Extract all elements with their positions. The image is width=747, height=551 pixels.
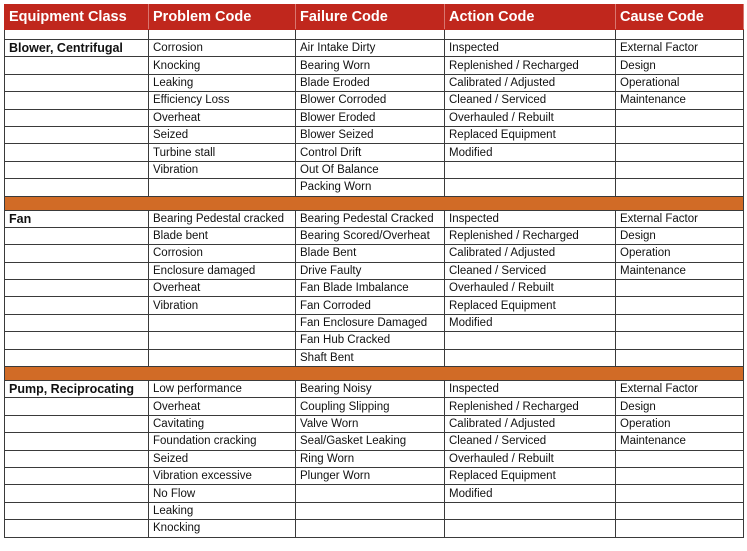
- failure-code-cell: Bearing Scored/Overheat: [296, 227, 445, 244]
- cause-code-cell: External Factor: [616, 210, 744, 227]
- action-code-cell: [445, 179, 616, 196]
- cause-code-cell: External Factor: [616, 381, 744, 398]
- action-code-cell: Replaced Equipment: [445, 126, 616, 143]
- cause-code-cell: Operation: [616, 415, 744, 432]
- problem-code-cell: Corrosion: [149, 245, 296, 262]
- spacer-cell: [149, 30, 296, 40]
- separator-bar: [5, 367, 744, 381]
- action-code-cell: Replenished / Recharged: [445, 227, 616, 244]
- problem-code-cell: [149, 349, 296, 366]
- action-code-cell: Modified: [445, 314, 616, 331]
- spacer-cell: [445, 30, 616, 40]
- failure-code-cell: Control Drift: [296, 144, 445, 161]
- cause-code-cell: [616, 332, 744, 349]
- cause-code-cell: [616, 467, 744, 484]
- failure-code-cell: Blade Eroded: [296, 74, 445, 91]
- failure-code-cell: Blower Eroded: [296, 109, 445, 126]
- failure-code-cell: Drive Faulty: [296, 262, 445, 279]
- equipment-code-table: [4, 4, 744, 538]
- equipment-class-cell: [5, 126, 149, 143]
- problem-code-cell: Leaking: [149, 74, 296, 91]
- action-code-cell: Inspected: [445, 40, 616, 57]
- action-code-cell: Modified: [445, 485, 616, 502]
- equipment-class-cell: [5, 262, 149, 279]
- table-row: [5, 502, 744, 519]
- equipment-class-cell: [5, 450, 149, 467]
- spacer-cell: [296, 30, 445, 40]
- problem-code-cell: Leaking: [149, 502, 296, 519]
- cause-code-cell: [616, 502, 744, 519]
- cause-code-cell: Maintenance: [616, 92, 744, 109]
- action-code-cell: Replenished / Recharged: [445, 398, 616, 415]
- table-row: [5, 74, 744, 91]
- table-body: [5, 30, 744, 538]
- failure-code-cell: Blade Bent: [296, 245, 445, 262]
- equipment-class-cell: [5, 332, 149, 349]
- problem-code-cell: Blade bent: [149, 227, 296, 244]
- failure-code-cell: Blower Corroded: [296, 92, 445, 109]
- equipment-class-cell: [5, 314, 149, 331]
- action-code-cell: Inspected: [445, 381, 616, 398]
- equipment-class-cell: [5, 92, 149, 109]
- action-code-cell: Calibrated / Adjusted: [445, 245, 616, 262]
- problem-code-cell: Turbine stall: [149, 144, 296, 161]
- equipment-class-cell: [5, 57, 149, 74]
- equipment-class-cell: [5, 415, 149, 432]
- problem-code-cell: Overheat: [149, 280, 296, 297]
- failure-code-cell: Air Intake Dirty: [296, 40, 445, 57]
- failure-code-cell: Seal/Gasket Leaking: [296, 433, 445, 450]
- equipment-class-cell: Blower, Centrifugal: [5, 40, 149, 57]
- header-cause-code: Cause Code: [616, 5, 744, 30]
- problem-code-cell: Overheat: [149, 398, 296, 415]
- action-code-cell: Modified: [445, 144, 616, 161]
- action-code-cell: Overhauled / Rebuilt: [445, 109, 616, 126]
- cause-code-cell: Design: [616, 398, 744, 415]
- table-row: [5, 398, 744, 415]
- table-row: [5, 245, 744, 262]
- table-row: [5, 280, 744, 297]
- table-row: [5, 126, 744, 143]
- header-problem-code: Problem Code: [149, 5, 296, 30]
- failure-code-cell: Fan Hub Cracked: [296, 332, 445, 349]
- spacer-cell: [5, 30, 149, 40]
- equipment-class-cell: [5, 74, 149, 91]
- failure-code-cell: Packing Worn: [296, 179, 445, 196]
- failure-code-cell: Ring Worn: [296, 450, 445, 467]
- problem-code-cell: Bearing Pedestal cracked: [149, 210, 296, 227]
- cause-code-cell: Design: [616, 227, 744, 244]
- problem-code-cell: [149, 332, 296, 349]
- failure-code-cell: Fan Corroded: [296, 297, 445, 314]
- failure-code-cell: Fan Blade Imbalance: [296, 280, 445, 297]
- equipment-class-cell: [5, 502, 149, 519]
- table-row: [5, 485, 744, 502]
- cause-code-cell: [616, 450, 744, 467]
- cause-code-cell: [616, 179, 744, 196]
- spacer-row: [5, 30, 744, 40]
- table-row: [5, 297, 744, 314]
- equipment-class-cell: [5, 179, 149, 196]
- equipment-class-cell: [5, 349, 149, 366]
- table-row: [5, 314, 744, 331]
- failure-code-cell: Coupling Slipping: [296, 398, 445, 415]
- action-code-cell: Replenished / Recharged: [445, 57, 616, 74]
- failure-code-cell: Valve Worn: [296, 415, 445, 432]
- action-code-cell: Cleaned / Serviced: [445, 433, 616, 450]
- cause-code-cell: [616, 144, 744, 161]
- failure-code-cell: Out Of Balance: [296, 161, 445, 178]
- equipment-class-cell: [5, 467, 149, 484]
- problem-code-cell: Vibration: [149, 161, 296, 178]
- equipment-class-cell: Fan: [5, 210, 149, 227]
- equipment-class-cell: [5, 297, 149, 314]
- problem-code-cell: Corrosion: [149, 40, 296, 57]
- table-row: [5, 144, 744, 161]
- problem-code-cell: Foundation cracking: [149, 433, 296, 450]
- table-row: [5, 92, 744, 109]
- action-code-cell: Calibrated / Adjusted: [445, 74, 616, 91]
- table-row: [5, 40, 744, 57]
- failure-code-cell: [296, 520, 445, 537]
- table-row: [5, 450, 744, 467]
- cause-code-cell: [616, 485, 744, 502]
- failure-code-cell: Bearing Pedestal Cracked: [296, 210, 445, 227]
- action-code-cell: [445, 349, 616, 366]
- problem-code-cell: Overheat: [149, 109, 296, 126]
- cause-code-cell: [616, 297, 744, 314]
- failure-code-cell: [296, 485, 445, 502]
- table-row: [5, 349, 744, 366]
- cause-code-cell: External Factor: [616, 40, 744, 57]
- action-code-cell: Replaced Equipment: [445, 467, 616, 484]
- problem-code-cell: Knocking: [149, 520, 296, 537]
- cause-code-cell: Operational: [616, 74, 744, 91]
- cause-code-cell: [616, 314, 744, 331]
- cause-code-cell: Maintenance: [616, 262, 744, 279]
- table-row: [5, 179, 744, 196]
- action-code-cell: [445, 332, 616, 349]
- action-code-cell: [445, 161, 616, 178]
- cause-code-cell: [616, 126, 744, 143]
- table-row: [5, 332, 744, 349]
- problem-code-cell: Vibration excessive: [149, 467, 296, 484]
- equipment-class-cell: Pump, Reciprocating: [5, 381, 149, 398]
- table-row: [5, 415, 744, 432]
- failure-code-cell: Bearing Worn: [296, 57, 445, 74]
- cause-code-cell: [616, 109, 744, 126]
- problem-code-cell: Cavitating: [149, 415, 296, 432]
- problem-code-cell: Vibration: [149, 297, 296, 314]
- equipment-class-cell: [5, 520, 149, 537]
- problem-code-cell: Knocking: [149, 57, 296, 74]
- table-row: [5, 227, 744, 244]
- action-code-cell: [445, 502, 616, 519]
- failure-code-cell: Fan Enclosure Damaged: [296, 314, 445, 331]
- cause-code-cell: [616, 161, 744, 178]
- header-equipment-class: Equipment Class: [5, 5, 149, 30]
- separator-bar: [5, 196, 744, 210]
- table-row: [5, 109, 744, 126]
- failure-code-cell: Bearing Noisy: [296, 381, 445, 398]
- section-separator: [5, 367, 744, 381]
- problem-code-cell: Seized: [149, 126, 296, 143]
- equipment-class-cell: [5, 227, 149, 244]
- equipment-class-cell: [5, 161, 149, 178]
- action-code-cell: Cleaned / Serviced: [445, 92, 616, 109]
- table-row: [5, 381, 744, 398]
- cause-code-cell: [616, 520, 744, 537]
- failure-code-cell: [296, 502, 445, 519]
- failure-code-cell: Plunger Worn: [296, 467, 445, 484]
- equipment-class-cell: [5, 433, 149, 450]
- failure-code-cell: Shaft Bent: [296, 349, 445, 366]
- action-code-cell: Overhauled / Rebuilt: [445, 280, 616, 297]
- spacer-cell: [616, 30, 744, 40]
- problem-code-cell: Efficiency Loss: [149, 92, 296, 109]
- cause-code-cell: [616, 280, 744, 297]
- problem-code-cell: [149, 314, 296, 331]
- equipment-class-cell: [5, 144, 149, 161]
- action-code-cell: Overhauled / Rebuilt: [445, 450, 616, 467]
- header-row: [5, 5, 744, 30]
- header-failure-code: Failure Code: [296, 5, 445, 30]
- problem-code-cell: Seized: [149, 450, 296, 467]
- problem-code-cell: No Flow: [149, 485, 296, 502]
- action-code-cell: Replaced Equipment: [445, 297, 616, 314]
- table-row: [5, 210, 744, 227]
- action-code-cell: Inspected: [445, 210, 616, 227]
- equipment-class-cell: [5, 280, 149, 297]
- problem-code-cell: [149, 179, 296, 196]
- equipment-class-cell: [5, 245, 149, 262]
- header-action-code: Action Code: [445, 5, 616, 30]
- table-row: [5, 57, 744, 74]
- action-code-cell: Calibrated / Adjusted: [445, 415, 616, 432]
- problem-code-cell: Low performance: [149, 381, 296, 398]
- section-separator: [5, 196, 744, 210]
- table-row: [5, 433, 744, 450]
- action-code-cell: [445, 520, 616, 537]
- failure-code-cell: Blower Seized: [296, 126, 445, 143]
- problem-code-cell: Enclosure damaged: [149, 262, 296, 279]
- table-row: [5, 467, 744, 484]
- table-row: [5, 520, 744, 537]
- equipment-class-cell: [5, 398, 149, 415]
- table-row: [5, 262, 744, 279]
- cause-code-cell: Design: [616, 57, 744, 74]
- action-code-cell: Cleaned / Serviced: [445, 262, 616, 279]
- equipment-class-cell: [5, 109, 149, 126]
- cause-code-cell: Maintenance: [616, 433, 744, 450]
- equipment-class-cell: [5, 485, 149, 502]
- cause-code-cell: Operation: [616, 245, 744, 262]
- cause-code-cell: [616, 349, 744, 366]
- table-row: [5, 161, 744, 178]
